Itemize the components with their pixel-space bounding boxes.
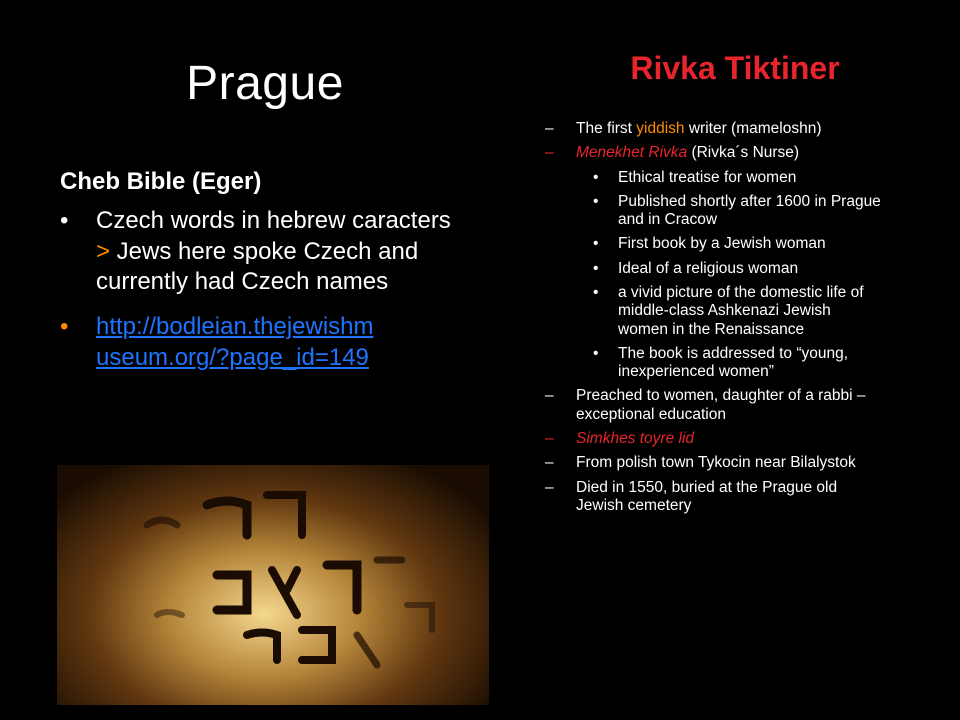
bullet-icon: •	[593, 344, 599, 362]
bullet-text-after: Jews here spoke Czech and currently had Czech names	[96, 237, 419, 296]
dash-icon: –	[545, 144, 554, 162]
item1-before: The first	[576, 120, 637, 137]
bullet-icon: •	[60, 207, 69, 234]
dash-icon: –	[545, 454, 554, 472]
item2-italic: Menekhet Rivka	[576, 144, 688, 162]
item1-highlight: yiddish	[636, 120, 685, 137]
slide-title: Prague	[186, 57, 344, 110]
bullet-icon: •	[593, 192, 599, 210]
museum-link[interactable]	[96, 313, 374, 371]
sub-item: • The book is addressed to “young, inexperienced women”	[593, 344, 849, 381]
item-tykocin: – From polish town Tykocin near Bilalystok	[545, 454, 856, 472]
sub-item: • Published shortly after 1600 in Prague and in Cracow	[593, 192, 881, 229]
item2-after: (Rivka´s Nurse)	[687, 144, 800, 162]
dash-icon: –	[545, 387, 554, 405]
sub-item: • First book by a Jewish woman	[593, 235, 826, 253]
link-line-1: http://bodleian.thejewishm	[96, 313, 374, 341]
dash-icon: –	[545, 429, 554, 447]
item-preached: – Preached to women, daughter of a rabbi – exceptional education	[545, 387, 866, 423]
dash-icon: –	[545, 120, 554, 137]
bullet-text-before: Czech words in hebrew caracters	[96, 207, 451, 234]
sub-item: • a vivid picture of the domestic life of middle-class Ashkenazi Jewish women in the Renaissance	[593, 283, 864, 338]
item-died-1550: – Died in 1550, buried at the Prague old Jewish cemetery	[545, 478, 838, 514]
left-content	[60, 168, 470, 388]
subheading: Cheb Bible (Eger)	[60, 168, 262, 195]
bullet-czech-words	[60, 206, 470, 298]
sub-item: • Ethical treatise for women	[593, 168, 797, 186]
item-menekhet-rivka	[545, 144, 885, 162]
hebrew-manuscript-photo	[57, 465, 489, 705]
link-line-2: useum.org/?page_id=149	[96, 343, 369, 371]
bullet-icon: •	[593, 283, 599, 301]
bullet-icon: •	[593, 235, 599, 253]
bullet-link	[60, 312, 470, 373]
hebrew-letters-graphic	[57, 465, 489, 705]
item-first-yiddish-writer	[545, 120, 885, 138]
item-simkhes-toyre-lid: – Simkhes toyre lid	[545, 429, 695, 447]
dash-icon: –	[545, 478, 554, 496]
sub-item: • Ideal of a religious woman	[593, 259, 799, 277]
greater-than-sign: >	[96, 237, 111, 265]
bullet-icon: •	[593, 168, 599, 186]
bullet-icon: •	[60, 313, 69, 341]
bullet-icon: •	[593, 259, 599, 277]
right-title: Rivka Tiktiner	[630, 50, 840, 86]
right-content	[545, 120, 885, 521]
item1-after: writer (mameloshn)	[684, 120, 822, 137]
